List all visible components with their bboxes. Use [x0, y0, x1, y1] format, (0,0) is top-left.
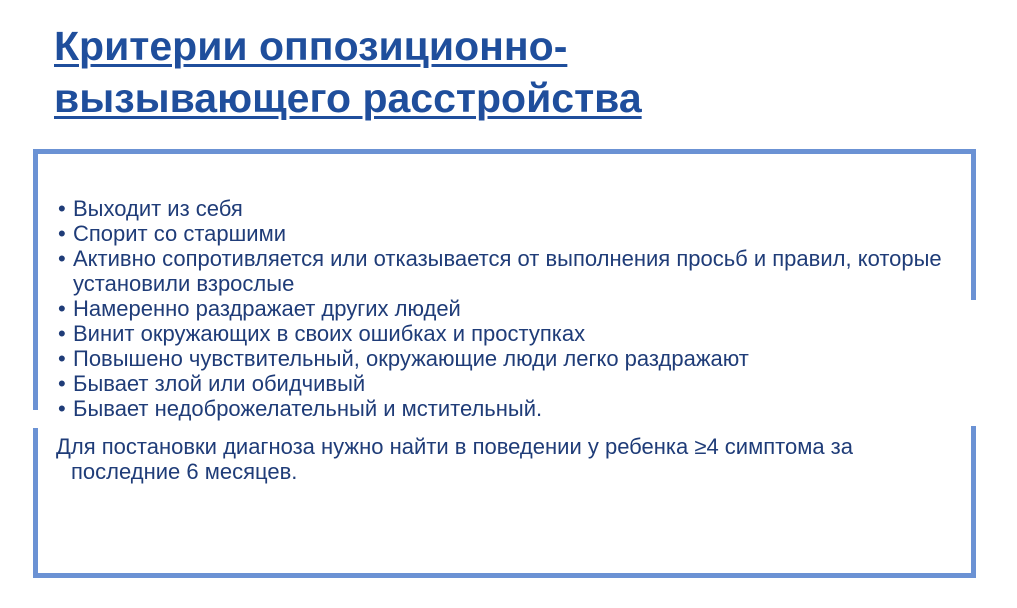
criteria-item: • Активно сопротивляется или отказывается от выполнения просьб и правил, которые установили взрослые — [58, 246, 958, 296]
slide-title — [54, 20, 954, 124]
criteria-item: • Спорит со старшими — [58, 221, 958, 246]
criteria-item: • Бывает злой или обидчивый — [58, 371, 958, 396]
frame-gap-right — [970, 300, 982, 426]
diagnosis-note: Для постановки диагноза нужно найти в поведении у ребенка ≥4 симптома за последние 6 месяцев. — [56, 434, 853, 484]
slide-title-line-1: Критерии оппозиционно- — [54, 23, 568, 69]
criteria-list — [58, 196, 958, 421]
slide-title-line-2: вызывающего расстройства — [54, 75, 642, 121]
criteria-item: • Намеренно раздражает других людей — [58, 296, 958, 321]
criteria-item: • Повышено чувствительный, окружающие люди легко раздражают — [58, 346, 958, 371]
criteria-item: • Винит окружающих в своих ошибках и проступках — [58, 321, 958, 346]
criteria-item: • Бывает недоброжелательный и мстительный. — [58, 396, 958, 421]
criteria-item: • Выходит из себя — [58, 196, 958, 221]
frame-gap-left — [28, 410, 40, 428]
